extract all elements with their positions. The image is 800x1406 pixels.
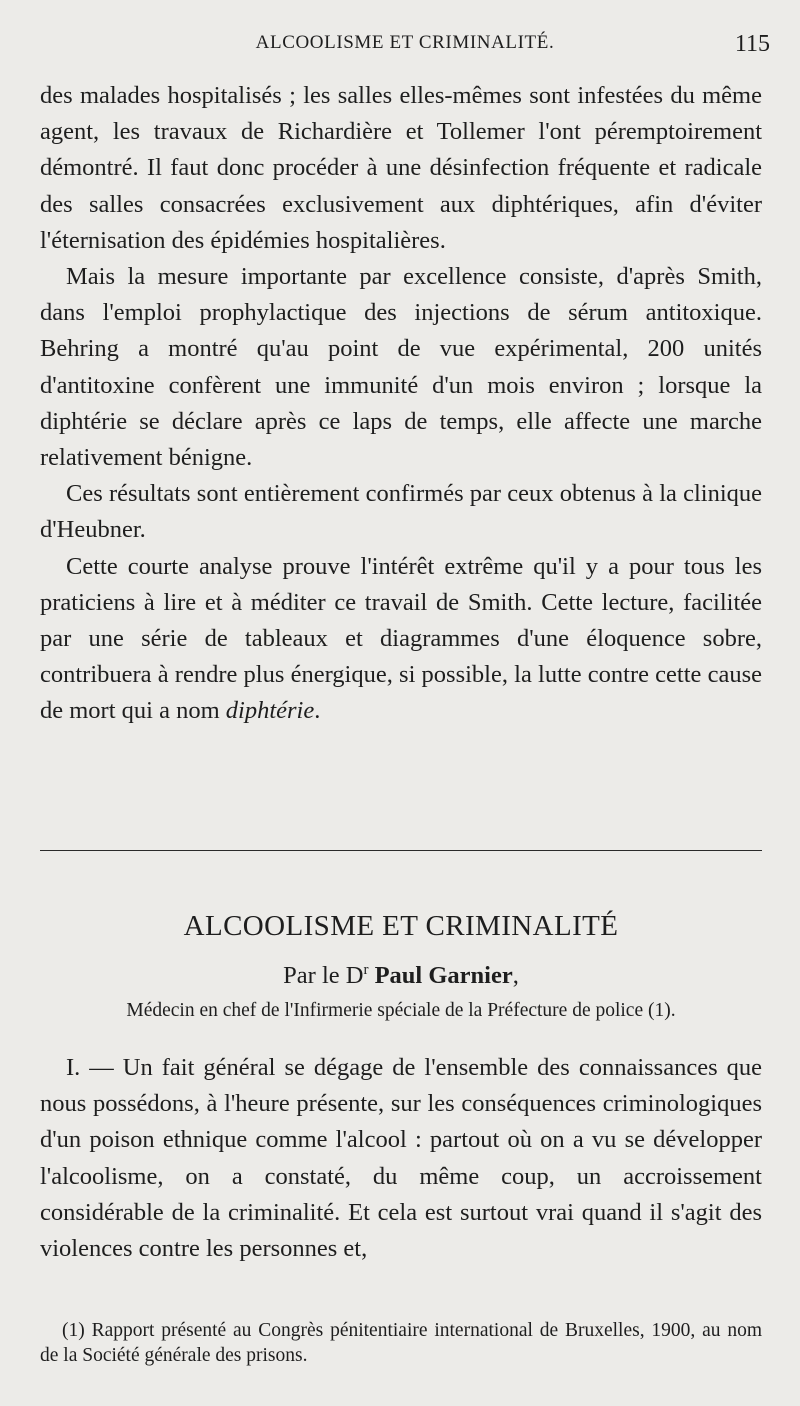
footnote-text: (1) Rapport présenté au Congrès pénitentiaire international de Bruxelles, 1900, au nom de la Société générale des prisons. xyxy=(40,1320,762,1366)
author-affiliation: Médecin en chef de l'Infirmerie spéciale de la Préfecture de police (1). xyxy=(126,1000,676,1021)
section-diphtheria-review xyxy=(40,78,762,730)
section-alcoholism xyxy=(40,1050,762,1267)
byline-suffix: , xyxy=(512,962,519,990)
section-divider xyxy=(40,850,762,851)
article-title: ALCOOLISME ET CRIMINALITÉ xyxy=(183,910,619,942)
page-number: 115 xyxy=(734,31,770,57)
conclusion-text: Cette courte analyse prouve l'intérêt extrême qu'il y a pour tous les praticiens à lire et à méditer ce travail de Smith. Cette lecture, facilitée par une série de tableaux et diagrammes d'une éloquence sobre, contribuera à rendre plus énergique, si possible, la lutte contre cette cause de mort qui a nom xyxy=(40,552,762,725)
paragraph-antitoxin-serum: Mais la mesure importante par excellence consiste, d'après Smith, dans l'emploi prophylactique des injections de sérum antitoxique. Behring a montré qu'au point de vue expérimental, 200 unités d'antitoxine confèrent une immunité d'un mois environ ; lorsque la diphtérie se déclare après ce laps de temps, elle affecte une marche relativement bénigne. xyxy=(40,263,762,472)
byline xyxy=(40,962,762,990)
footnote xyxy=(40,1318,762,1368)
italic-term: diphtérie xyxy=(225,697,315,725)
conclusion-period: . xyxy=(314,697,321,725)
byline-sup: r xyxy=(363,962,369,978)
paragraph-conclusion xyxy=(40,549,762,730)
paragraph-heubner-clinic: Ces résultats sont entièrement confirmés par ceux obtenus à la clinique d'Heubner. xyxy=(40,480,762,544)
byline-prefix: Par le D xyxy=(283,962,364,990)
running-head xyxy=(40,32,770,62)
running-title: ALCOOLISME ET CRIMINALITÉ. xyxy=(255,32,555,53)
author-name: Paul Garnier xyxy=(374,962,513,990)
paragraph-hospital-disinfection: des malades hospitalisés ; les salles elles-mêmes sont infestées du même agent, les travaux de Richardière et Tollemer l'ont péremptoirement démontré. Il faut donc procéder à une désinfection fréquente et radicale des salles consacrées exclusivement aux diphtériques, afin d'éviter l'éternisation des épidémies hospitalières. xyxy=(40,82,762,254)
paragraph-general-fact: I. — Un fait général se dégage de l'ensemble des connaissances que nous possédons, à l'heure présente, sur les conséquences criminologiques d'un poison ethnique comme l'alcool : partout où on a vu se développer l'alcoolisme, on a constaté, du même coup, un accroissement considérable de la criminalité. Et cela est surtout vrai quand il s'agit des violences contre les personnes et, xyxy=(40,1054,762,1263)
